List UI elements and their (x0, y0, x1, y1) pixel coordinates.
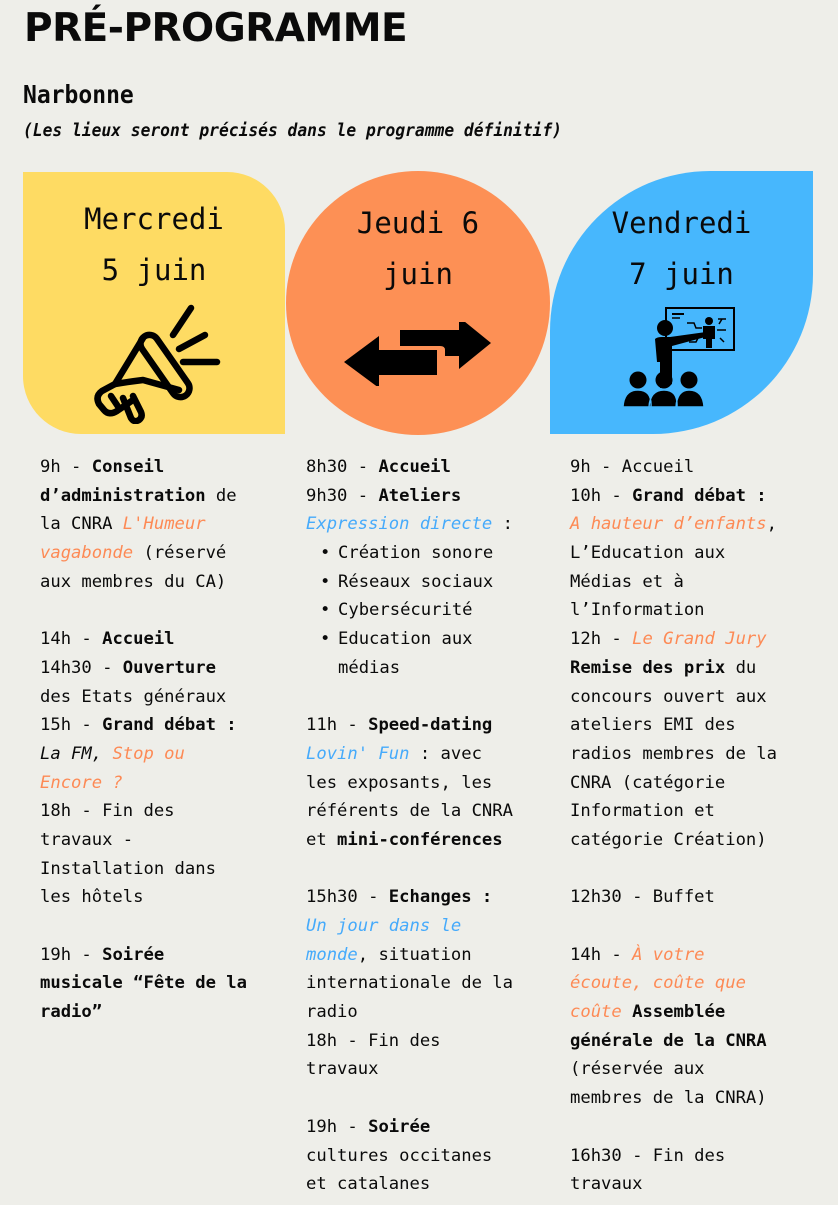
program-text: écoute, coûte que (570, 973, 746, 994)
program-text: 18h - Fin des (306, 1030, 441, 1051)
program-text: membres de la CNRA) (570, 1088, 767, 1109)
program-text: Installation dans (40, 858, 216, 879)
program-text: les hôtels (40, 887, 144, 908)
program-text: internationale de la (306, 973, 513, 994)
program-line (570, 826, 777, 855)
program-text: Assemblée (632, 1002, 726, 1023)
program-line (40, 740, 247, 769)
program-line (306, 453, 513, 482)
program-line (40, 941, 247, 970)
program-line (570, 654, 777, 683)
program-text: des Etats généraux (40, 686, 227, 707)
program-text: concours ouvert aux (570, 686, 767, 707)
program-text: Grand débat : (102, 715, 237, 736)
blank-line (306, 855, 513, 884)
program-line (306, 539, 513, 568)
program-line (570, 1142, 777, 1171)
blank-line (306, 1084, 513, 1113)
program-line (40, 510, 247, 539)
program-text: 18h - Fin des (40, 801, 175, 822)
program-line (306, 1170, 513, 1199)
program-text: Cybersécurité (338, 600, 473, 621)
program-text: générale de la CNRA (570, 1030, 767, 1051)
program-line (570, 625, 777, 654)
megaphone-icon (93, 304, 223, 424)
program-text: Ateliers (378, 485, 462, 506)
program-text: 9h - (40, 457, 92, 477)
program-line (570, 482, 777, 511)
program-line (40, 711, 247, 740)
program-line (570, 683, 777, 712)
day-card-thursday (286, 171, 550, 435)
program-text: 15h30 - (306, 887, 389, 908)
program-text: travaux (306, 1059, 379, 1080)
program-text: coûte (570, 1002, 622, 1023)
program-line (570, 539, 777, 568)
program-text: 9h - Accueil (570, 457, 695, 477)
day-title (23, 194, 285, 296)
program-text: Réseaux sociaux (338, 571, 494, 592)
program-text (622, 1002, 632, 1022)
program-line (570, 1170, 777, 1199)
day-date: juin (383, 257, 453, 291)
program-text: travaux - (40, 829, 134, 850)
program-text: 12h - (570, 629, 633, 650)
program-text: 15h - (40, 715, 103, 736)
program-line (306, 1027, 513, 1056)
program-line (306, 711, 513, 740)
program-line (570, 797, 777, 826)
exchange-arrows-icon (344, 322, 494, 386)
program-text: (réservée aux (570, 1059, 705, 1080)
program-line (570, 510, 777, 539)
program-line (40, 683, 247, 712)
program-line (306, 998, 513, 1027)
program-text: l’Information (570, 600, 705, 621)
program-line (570, 596, 777, 625)
program-line (570, 1055, 777, 1084)
program-line (306, 1055, 513, 1084)
program-text: radios membres de la (570, 743, 777, 764)
blank-line (570, 912, 777, 941)
program-text: Information et (570, 801, 715, 822)
program-friday (570, 453, 777, 1199)
day-card-friday (550, 171, 813, 434)
day-title (550, 198, 813, 300)
program-line (40, 625, 247, 654)
day-date: 7 juin (629, 257, 734, 291)
program-text: 16h30 - Fin des (570, 1145, 726, 1166)
program-line (306, 596, 513, 625)
program-text: travaux (570, 1174, 643, 1195)
program-text: Accueil (378, 457, 451, 477)
program-text: Lovin' Fun (306, 743, 410, 764)
program-line (306, 883, 513, 912)
program-line (306, 482, 513, 511)
program-text: Encore ? (40, 772, 123, 793)
program-line (40, 769, 247, 798)
bullet-icon: • (320, 629, 331, 650)
program-text: catégorie Création) (570, 829, 767, 850)
program-line (306, 969, 513, 998)
bullet-icon: • (320, 543, 331, 564)
program-line (306, 625, 513, 654)
program-text: Soirée (368, 1116, 431, 1137)
blank-line (40, 912, 247, 941)
program-line (570, 1084, 777, 1113)
program-text: : avec (409, 743, 482, 764)
program-text: Un jour dans le (306, 916, 462, 936)
program-text: radio (306, 1002, 358, 1023)
program-line (40, 797, 247, 826)
program-line (306, 740, 513, 769)
program-text: 19h - (306, 1116, 369, 1137)
bullet-icon: • (320, 600, 331, 621)
program-text: Echanges : (388, 887, 493, 908)
program-line (306, 941, 513, 970)
program-text: Stop ou (112, 743, 185, 764)
program-text: 11h - (306, 715, 369, 736)
program-line (570, 998, 777, 1027)
program-text: mini-conférences (337, 829, 503, 850)
program-line (570, 769, 777, 798)
program-line (306, 568, 513, 597)
day-name: Mercredi (84, 202, 224, 236)
page-title: PRÉ-PROGRAMME (24, 6, 408, 51)
program-text: La FM, (40, 743, 113, 764)
day-card-wednesday (23, 172, 285, 434)
program-text: Education aux (338, 629, 473, 650)
blank-line (570, 855, 777, 884)
program-line (306, 654, 513, 683)
day-title (286, 198, 550, 300)
program-line (40, 826, 247, 855)
program-text: ateliers EMI des (570, 715, 736, 736)
program-text: vagabonde (40, 543, 134, 564)
program-text: de (205, 485, 237, 506)
program-text: 14h30 - (40, 657, 123, 678)
program-text: A hauteur d’enfants (570, 514, 767, 535)
program-text: : (492, 514, 513, 535)
program-text: musicale “Fête de la (40, 973, 247, 994)
program-text: monde (306, 944, 358, 965)
program-text: CNRA (catégorie (570, 772, 726, 793)
program-line (40, 855, 247, 884)
program-text: du (725, 657, 757, 678)
program-text: L'Humeur (122, 514, 206, 535)
program-text: 14h - (40, 629, 103, 650)
program-line (40, 482, 247, 511)
program-line (306, 510, 513, 539)
program-line (40, 568, 247, 597)
program-line (40, 998, 247, 1027)
program-line (570, 568, 777, 597)
program-line (306, 797, 513, 826)
bullet-icon: • (320, 571, 331, 592)
day-name: Jeudi 6 (356, 206, 480, 240)
program-line (570, 711, 777, 740)
program-wednesday (40, 453, 247, 1027)
program-text: Expression directe (306, 514, 493, 535)
program-text: L’Education aux (570, 543, 726, 564)
venue-note: (Les lieux seront précisés dans le programme définitif) (23, 121, 562, 141)
program-text: Conseil (91, 457, 165, 477)
program-text: Speed-dating (368, 715, 493, 736)
program-line (40, 453, 247, 482)
program-text: Soirée (102, 944, 165, 965)
program-line (570, 1027, 777, 1056)
program-text: 10h - (570, 485, 633, 506)
program-text: cultures occitanes (306, 1145, 493, 1166)
program-text: Grand débat : (632, 485, 767, 506)
program-text: d’administration (40, 485, 206, 506)
program-line (570, 740, 777, 769)
program-text: et (306, 829, 338, 850)
program-line (570, 969, 777, 998)
program-text: la CNRA (40, 514, 123, 535)
program-text: , (766, 514, 777, 535)
program-text: 9h30 - (306, 485, 379, 506)
program-line (306, 1113, 513, 1142)
program-text: et catalanes (306, 1174, 431, 1195)
program-line (40, 654, 247, 683)
program-thursday (306, 453, 513, 1199)
program-line (306, 769, 513, 798)
program-text: aux membres du CA) (40, 571, 227, 592)
program-text: 12h30 - Buffet (570, 887, 715, 908)
blank-line (306, 683, 513, 712)
program-text: Remise des prix (570, 657, 726, 678)
program-line (40, 883, 247, 912)
program-text: Le Grand Jury (632, 629, 767, 650)
day-name: Vendredi (611, 206, 752, 240)
program-text: Création sonore (338, 543, 494, 564)
city-heading: Narbonne (23, 80, 134, 109)
program-line (570, 453, 777, 482)
program-line (40, 539, 247, 568)
program-text: 14h - (570, 944, 633, 965)
program-text: médias (338, 657, 401, 678)
program-line (306, 1142, 513, 1171)
program-text: radio” (40, 1002, 103, 1023)
day-date: 5 juin (101, 253, 207, 287)
program-text: 19h - (40, 944, 103, 965)
program-line (570, 941, 777, 970)
program-text: Ouverture (122, 657, 216, 678)
program-text: référents de la CNRA (306, 801, 513, 822)
program-line (306, 912, 513, 941)
program-line (306, 826, 513, 855)
program-text: 8h30 - (306, 457, 379, 477)
presentation-audience-icon (622, 306, 737, 408)
program-text: les exposants, les (306, 772, 493, 793)
program-text: (réservé (133, 543, 227, 564)
program-line (570, 883, 777, 912)
blank-line (570, 1113, 777, 1142)
program-text: Médias et à (570, 571, 684, 592)
program-line (40, 969, 247, 998)
blank-line (40, 596, 247, 625)
program-text: À votre (632, 944, 705, 965)
program-text: Accueil (102, 629, 175, 650)
program-text: , situation (357, 944, 472, 965)
